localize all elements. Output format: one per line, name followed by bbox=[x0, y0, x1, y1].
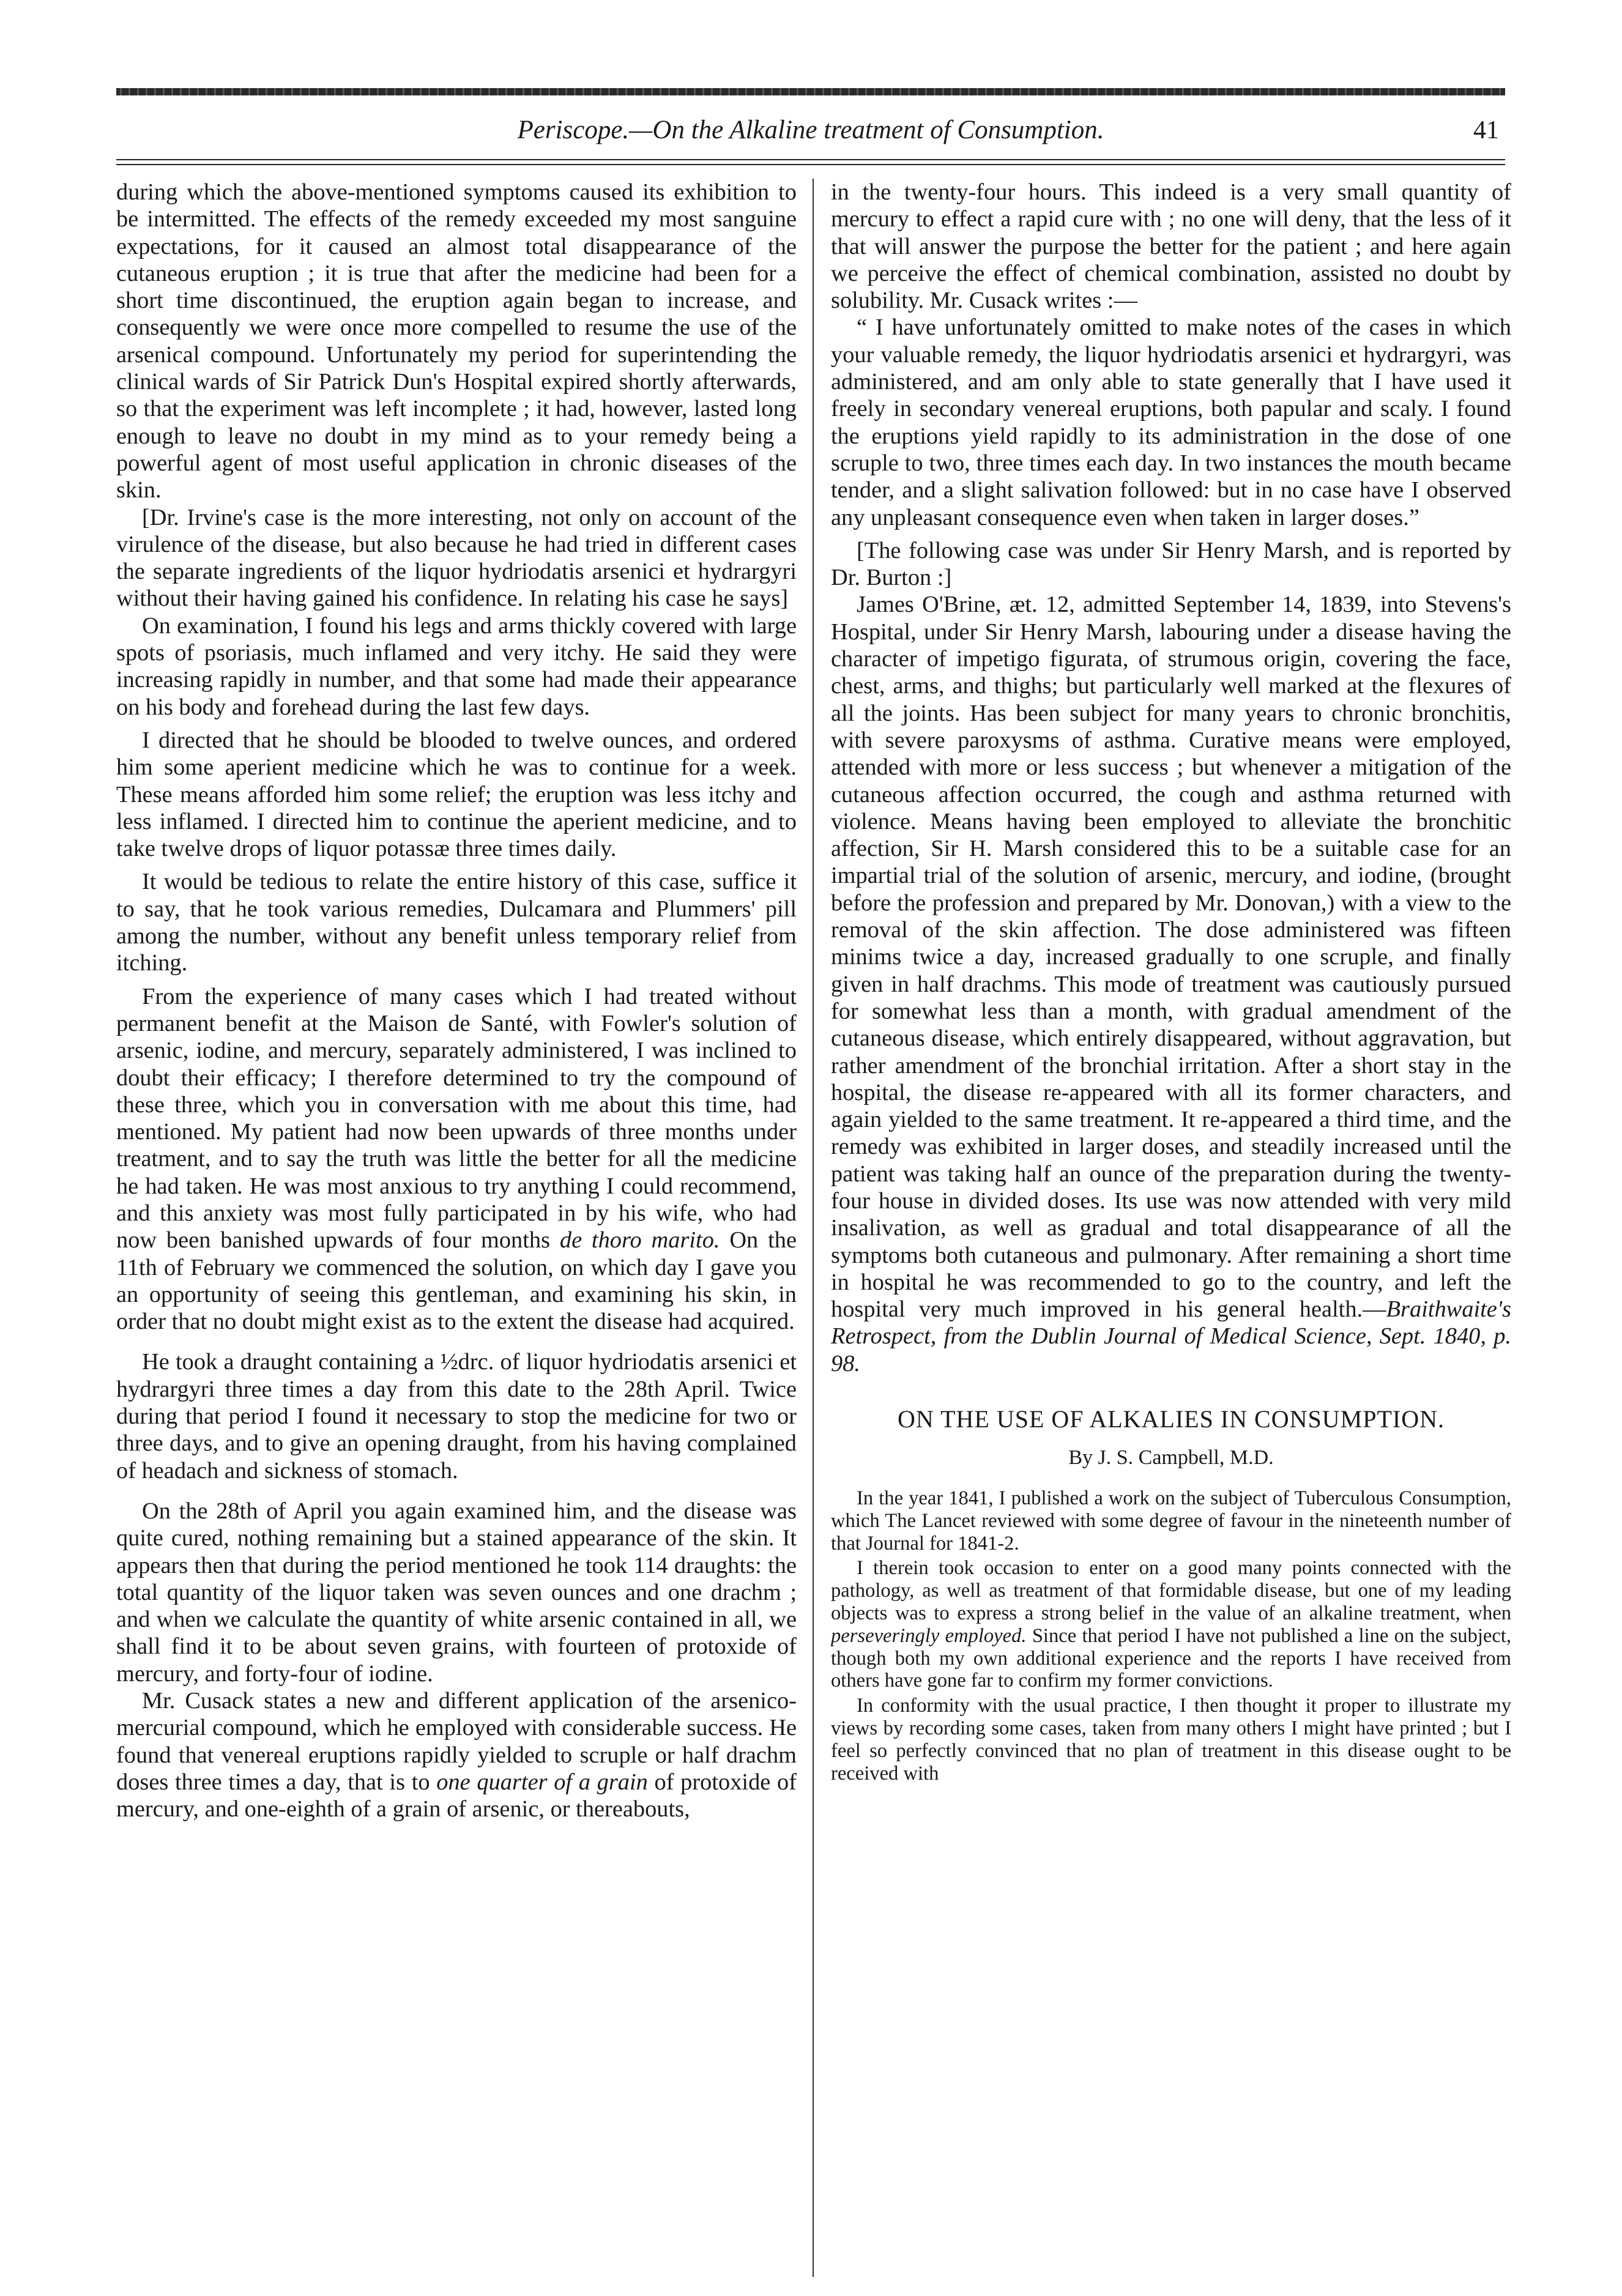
running-head bbox=[116, 109, 1505, 152]
paragraph-text: Mr. Cusack states a new and different application of the arsenico-mercurial compound, which he employed with considerable success. He found that venereal eruptions rapidly yielded to scruple or half drachm doses three times a day, that is to bbox=[116, 1688, 797, 1795]
paragraph-text: From the experience of many cases which I had treated without permanent benefit at the Maison de Santé, with Fowler's solution of arsenic, iodine, and mercury, separately administered, I was inclined to doubt their efficacy; I therefore determined to try the compound of these three, which you in conversation with me about this time, had mentioned. My patient had now been upwards of three months under treatment, and to say the truth was little the better for all the medicine he had taken. He was most anxious to try anything I could recommend, and this anxiety was most fully participated in by his wife, who had now been banished upwards of four months bbox=[116, 983, 797, 1254]
paragraph: I directed that he should be blooded to twelve ounces, and ordered him some aperient medicine which he was to continue for a week. These means afforded him some relief; the eruption was less itchy and less inflamed. I directed him to continue the aperient medicine, and to take twelve drops of liquor potassæ three times daily. bbox=[116, 727, 797, 862]
paragraph bbox=[116, 983, 797, 1336]
running-title: Periscope.—On the Alkaline treatment of Consumption. bbox=[517, 116, 1104, 144]
paragraph: On the 28th of April you again examined him, and the disease was quite cured, nothing remaining but a stained appearance of the skin. It appears then that during the period mentioned he took 114 draughts: the total quantity of the liquor taken was seven ounces and one drachm ; and when we calculate the quantity of white arsenic contained in all, we shall find it to be about seven grains, with fourteen of protoxide of mercury, and forty-four of iodine. bbox=[116, 1498, 797, 1687]
citation: Braithwaite's Retrospect, from the Dublin Journal of Medical Science, Sept. 1840, p. 98. bbox=[831, 1296, 1511, 1376]
paragraph-text: Since that period I have not published a line on the subject, though both my own additional experience and the reports I have received from others have gone far to confirm my former convictions. bbox=[831, 1624, 1511, 1692]
decorative-top-rule bbox=[116, 88, 1505, 95]
paragraph-text: On the 11th of February we commenced the solution, on which day I gave you an opportunity of seeing this gentleman, and examining his skin, in order that no doubt might exist as to the extent the disease had acquired. bbox=[116, 1227, 797, 1335]
italic-phrase: de thoro marito. bbox=[559, 1227, 720, 1254]
article-byline: By J. S. Campbell, M.D. bbox=[1068, 1446, 1274, 1469]
italic-phrase: perseveringly employed. bbox=[831, 1624, 1027, 1647]
paragraph: On examination, I found his legs and arms thickly covered with large spots of psoriasis, much inflamed and very itchy. He said they were increasing rapidly in number, and that some had made their appearance on his body and forehead during the last few days. bbox=[116, 612, 797, 720]
paragraph: It would be tedious to relate the entire history of this case, suffice it to say, that he took various remedies, Dulcamara and Plummers' pill among the number, without any benefit unless temporary relief from itching. bbox=[116, 869, 797, 976]
paragraph: He took a draught containing a ½drc. of liquor hydriodatis arsenici et hydrargyri three times a day from this date to the 28th April. Twice during that period I found it necessary to stop the medicine for two or three days, and to give an opening draught, from his having complained of headach and sickness of stomach. bbox=[116, 1349, 797, 1484]
paragraph-text: I therein took occasion to enter on a good many points connected with the pathology, as well as treatment of that formidable disease, but one of my leading objects was to express a strong belief in the value of an alkaline treatment, when bbox=[831, 1557, 1511, 1625]
right-column bbox=[831, 179, 1511, 2277]
journal-page bbox=[116, 43, 1511, 2270]
quotation: “ I have unfortunately omitted to make notes of the cases in which your valuable remedy, the liquor hydriodatis arsenici et hydrargyri, was administered, and am only able to state generally that I have used it freely in secondary venereal eruptions, both papular and scaly. I found the eruptions yield rapidly to its administration in the dose of one scruple to two, three times each day. In two instances the mouth became tender, and a slight salivation followed: but in no case have I observed any unpleasant consequence even when taken in larger doses.” bbox=[831, 314, 1511, 530]
paragraph: in the twenty-four hours. This indeed is a very small quantity of mercury to effect a rapid cure with ; no one will deny, that the less of it that will answer the purpose the better for the patient ; and here again we perceive the effect of chemical combination, assisted no doubt by solubility. Mr. Cusack writes :— bbox=[831, 179, 1511, 314]
paragraph-text: James O'Brine, æt. 12, admitted September 14, 1839, into Stevens's Hospital, under Sir Henry Marsh, labouring under a disease having the character of impetigo figurata, of strumous origin, covering the face, chest, arms, and thighs; but particularly well marked at the flexures of all the joints. Has been subject for many years to chronic bronchitis, with severe paroxysms of asthma. Curative means were employed, attended with more or less success ; but whenever a mitigation of the cutaneous affection occurred, the cough and asthma returned with violence. Means having been employed to alleviate the bronchitic affection, Sir H. Marsh considered this to be a suitable case for an impartial trial of the solution of arsenic, mercury, and iodine, (brought before the profession and prepared by Mr. Donovan,) with a view to the removal of the skin affection. The dose administered was fifteen minims twice a day, increased gradually to one scruple, and finally given in half drachms. This mode of treatment was cautiously pursued for somewhat less than a month, with gradual amendment of the cutaneous disease, which entirely disappeared, without aggravation, but rather amendment of the bronchial irritation. After a short stay in the hospital, the disease re-appeared with all its former characters, and again yielded to the same treatment. It re-appeared a third time, and the remedy was exhibited in larger doses, and steadily increased until the patient was taking half an ounce of the preparation during the twenty-four house in divided doses. Its use was now attended with very mild insalivation, as well as gradual and total disappearance of all the symptoms both cutaneous and pulmonary. After remaining a short time in hospital he was recommended to go to the country, and left the hospital very much improved in his general health.— bbox=[831, 592, 1511, 1323]
paragraph: during which the above-mentioned symptoms caused its exhibition to be intermitted. The effects of the remedy exceeded my most sanguine expectations, for it caused an almost total disappearance of the cutaneous eruption ; it is true that after the medicine had been for a short time discontinued, the eruption again began to increase, and consequently we were once more compelled to resume the use of the arsenical compound. Unfortunately my period for superintending the clinical wards of Sir Patrick Dun's Hospital expired shortly afterwards, so that the experiment was left incomplete ; it had, however, lasted long enough to leave no doubt in my mind as to your remedy being a powerful agent of most useful application in chronic diseases of the skin. bbox=[116, 179, 797, 503]
article-title: ON THE USE OF ALKALIES IN CONSUMPTION. bbox=[898, 1405, 1445, 1433]
paragraph bbox=[116, 1687, 797, 1822]
page-number: 41 bbox=[1473, 116, 1499, 144]
paragraph-text: of protoxide of mercury, and one-eighth of a grain of arsenic, or thereabouts, bbox=[116, 1769, 797, 1822]
column-divider bbox=[813, 179, 814, 2277]
header-rule bbox=[116, 164, 1505, 165]
editorial-note: [The following case was under Sir Henry Marsh, and is reported by Dr. Burton :] bbox=[831, 537, 1511, 591]
article-paragraph: In the year 1841, I published a work on the subject of Tuberculous Consumption, which The Lancet reviewed with some degree of favour in the nineteenth number of that Journal for 1841-2. bbox=[831, 1487, 1511, 1555]
case-report bbox=[831, 591, 1511, 1377]
italic-phrase: one quarter of a grain bbox=[436, 1769, 648, 1795]
header-rule bbox=[116, 159, 1505, 160]
editorial-note: [Dr. Irvine's case is the more interesting, not only on account of the virulence of the disease, but also because he had tried in different cases the separate ingredients of the liquor hydriodatis arsenici et hydrargyri without their having gained his confidence. In relating his case he says] bbox=[116, 504, 797, 612]
left-column bbox=[116, 179, 797, 2277]
article-paragraph bbox=[831, 1557, 1511, 1692]
article-paragraph: In conformity with the usual practice, I then thought it proper to illustrate my views by recording some cases, taken from many others I might have printed ; but I feel so perfectly convinced that no plan of treatment in this disease ought to be received with bbox=[831, 1695, 1511, 1785]
